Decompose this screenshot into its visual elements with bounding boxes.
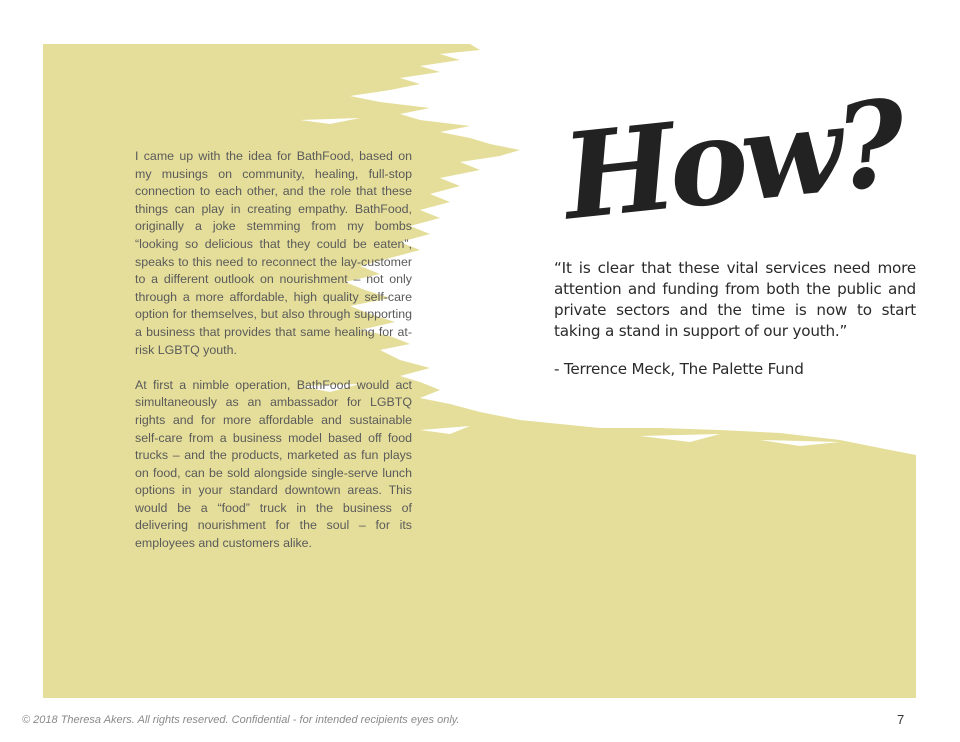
body-text [135,148,412,570]
quote-attribution: - Terrence Meck, The Palette Fund [554,360,804,378]
pull-quote: “It is clear that these vital services need more attention and funding from both the public and private sectors and the time is now to start taking a stand in support of our youth.” [554,259,916,340]
page-title [556,55,907,247]
page-title-text: How? [556,72,907,247]
body-paragraph-2: At first a nimble operation, BathFood would act simultaneously as an ambassador for LGBTQ rights and for more affordable and sustainable self-care from a business model based off food trucks – and the products, marketed as fun plays on food, can be sold alongside single-serve lunch options in your standard downtown areas. This would be a “food” truck in the business of delivering nourishment for the soul – for its employees and customers alike. [135,377,412,551]
page-number: 7 [897,712,905,727]
footer-copyright: © 2018 Theresa Akers. All rights reserved. Confidential - for intended recipients eyes only. [22,714,460,726]
body-paragraph-1: I came up with the idea for BathFood, based on my musings on community, healing, full-stop connection to each other, and the role that these things can play in creating empathy. BathFood, originally a joke stemming from my bombs “looking so delicious that they could be eaten”, speaks to this need to reconnect the lay-customer to a different outlook on nourishment – not only through a more affordable, high quality self-care option for themselves, but also through supporting a business that provides that same healing for at-risk LGBTQ youth. [135,149,412,357]
